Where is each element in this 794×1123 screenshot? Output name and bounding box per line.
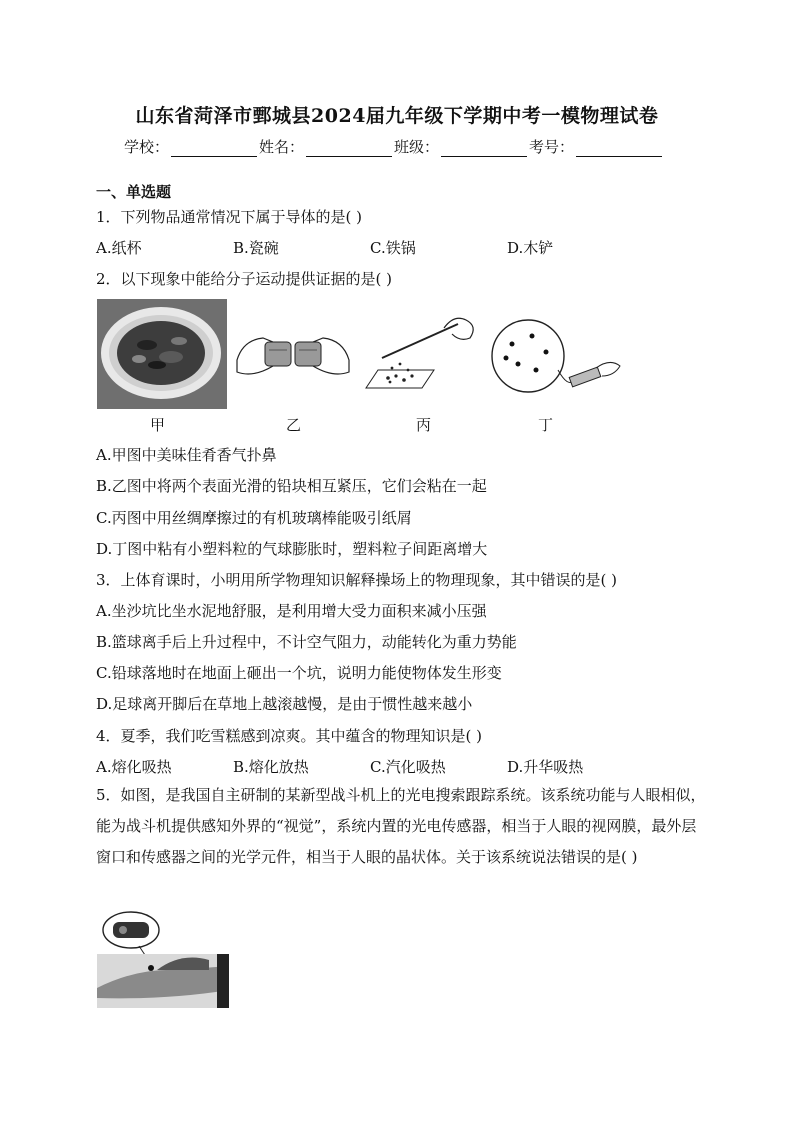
q1-option-b: B.瓷碗: [233, 239, 279, 257]
q2-figure-ding-balloon: [488, 318, 628, 408]
name-label: 姓名：: [259, 138, 305, 156]
q2-option-d: D.丁图中粘有小塑料粒的气球膨胀时，塑料粒子间距离增大: [96, 540, 488, 558]
q4-stem: 4．夏季，我们吃雪糕感到凉爽。其中蕴含的物理知识是( ): [96, 727, 483, 745]
class-blank: [441, 141, 527, 157]
q1-option-c: C.铁锅: [370, 239, 416, 257]
q4-option-c: C.汽化吸热: [370, 758, 446, 776]
page-title: 山东省菏泽市鄄城县2024届九年级下学期中考一模物理试卷: [135, 105, 659, 127]
q5-figure-fighter-jet: [97, 908, 229, 1008]
q2-caption-ding: 丁: [538, 416, 554, 434]
q5-stem: 5．如图，是我国自主研制的某新型战斗机上的光电搜索跟踪系统。该系统功能与人眼相似，能为战斗机提供感知外界的“视觉”，系统内置的光电传感器，相当于人眼的视网膜，最外层窗口和传感器之间的光学元件，相当于人眼的晶状体。关于该系统说法错误的是( ): [96, 786, 706, 866]
section-heading: 一、单选题: [96, 183, 172, 201]
q2-figure-jia-food-photo: [97, 299, 227, 409]
student-info-row: [124, 136, 664, 157]
class-label: 班级：: [394, 138, 440, 156]
q4-option-b: B.熔化放热: [233, 758, 309, 776]
q1-option-d: D.木铲: [507, 239, 554, 257]
school-blank: [171, 141, 257, 157]
q2-option-a: A.甲图中美味佳肴香气扑鼻: [96, 446, 277, 464]
q3-option-c: C.铅球落地时在地面上砸出一个坑，说明力能使物体发生形变: [96, 664, 502, 682]
q4-option-d: D.升华吸热: [507, 758, 584, 776]
q2-figure-bing-glass-rod: [362, 308, 482, 398]
q4-options: [96, 756, 644, 777]
q2-option-c: C.丙图中用丝绸摩擦过的有机玻璃棒能吸引纸屑: [96, 509, 412, 527]
q2-caption-jia: 甲: [150, 416, 166, 434]
q2-caption-yi: 乙: [286, 416, 302, 434]
q3-option-d: D.足球离开脚后在草地上越滚越慢，是由于惯性越来越小: [96, 695, 473, 713]
q1-options: [96, 237, 644, 258]
school-label: 学校：: [124, 138, 170, 156]
q3-stem: 3．上体育课时，小明用所学物理知识解释操场上的物理现象，其中错误的是( ): [96, 571, 618, 589]
q1-stem: 1．下列物品通常情况下属于导体的是( ): [96, 208, 363, 226]
q3-option-b: B.篮球离手后上升过程中，不计空气阻力，动能转化为重力势能: [96, 633, 517, 651]
q3-option-a: A.坐沙坑比坐水泥地舒服，是利用增大受力面积来减小压强: [96, 602, 487, 620]
number-label: 考号：: [529, 138, 575, 156]
number-blank: [576, 141, 662, 157]
q4-option-a: A.熔化吸热: [96, 758, 172, 776]
q2-option-b: B.乙图中将两个表面光滑的铅块相互紧压，它们会粘在一起: [96, 477, 487, 495]
name-blank: [306, 141, 392, 157]
q1-option-a: A.纸杯: [96, 239, 142, 257]
q2-stem: 2．以下现象中能给分子运动提供证据的是( ): [96, 270, 393, 288]
q2-figure-yi-lead-blocks: [233, 320, 353, 390]
q2-caption-bing: 丙: [416, 416, 432, 434]
